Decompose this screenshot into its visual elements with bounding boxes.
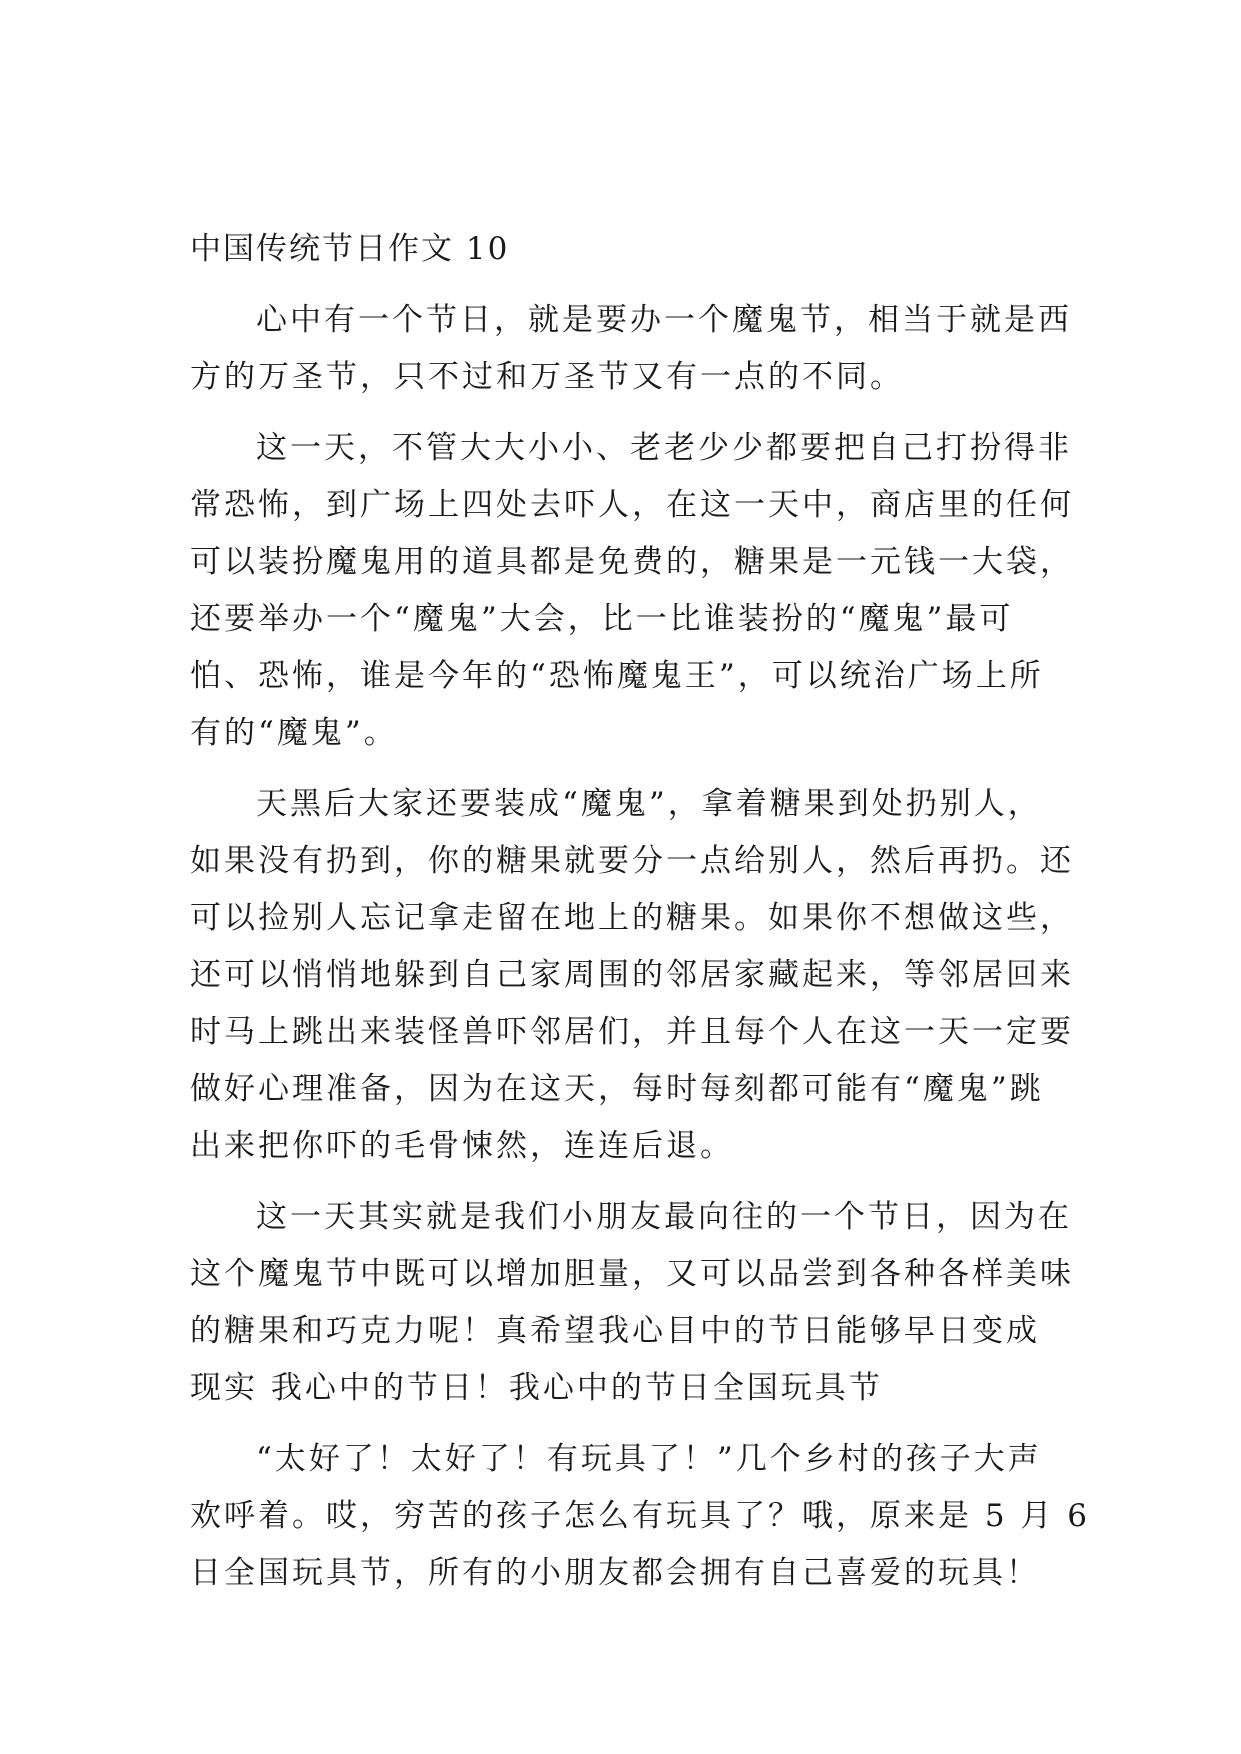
text-line: 出来把你吓的毛骨悚然，连连后退。	[190, 1128, 734, 1164]
text-line: 日全国玩具节，所有的小朋友都会拥有自己喜爱的玩具！	[190, 1555, 1040, 1591]
text-line: 心中有一个节日，就是要办一个魔鬼节，相当于就是西	[256, 302, 1072, 338]
paragraph-1	[190, 292, 1070, 406]
text-line: 常恐怖，到广场上四处去吓人，在这一天中，商店里的任何	[190, 487, 1074, 523]
text-line: 这一天其实就是我们小朋友最向往的一个节日，因为在	[256, 1199, 1072, 1235]
text-line: 欢呼着。哎，穷苦的孩子怎么有玩具了？哦，原来是 5 月 6	[190, 1498, 1091, 1534]
text-line: 可以装扮魔鬼用的道具都是免费的，糖果是一元钱一大袋，	[190, 544, 1074, 580]
text-line: 天黑后大家还要装成“魔鬼”，拿着糖果到处扔别人，	[256, 786, 1042, 822]
text-line: 做好心理准备，因为在这天，每时每刻都可能有“魔鬼”跳	[190, 1071, 1044, 1107]
text-line: “太好了！太好了！有玩具了！”几个乡村的孩子大声	[256, 1441, 1042, 1477]
text-line: 这个魔鬼节中既可以增加胆量，又可以品尝到各种各样美味	[190, 1256, 1074, 1292]
text-line: 如果没有扔到，你的糖果就要分一点给别人，然后再扔。还	[190, 843, 1074, 879]
text-line: 还可以悄悄地躲到自己家周围的邻居家藏起来，等邻居回来	[190, 957, 1074, 993]
document-title: 中国传统节日作文 10	[190, 231, 510, 267]
text-line: 现实 我心中的节日！我心中的节日全国玩具节	[190, 1370, 883, 1406]
text-line: 时马上跳出来装怪兽吓邻居们，并且每个人在这一天一定要	[190, 1014, 1074, 1050]
text-line: 的糖果和巧克力呢！真希望我心目中的节日能够早日变成	[190, 1313, 1040, 1349]
text-line: 怕、恐怖，谁是今年的“恐怖魔鬼王”，可以统治广场上所	[190, 658, 1044, 694]
paragraph-3	[190, 776, 1074, 1175]
paragraph-2	[190, 420, 1074, 762]
text-line: 方的万圣节，只不过和万圣节又有一点的不同。	[190, 359, 904, 395]
text-line: 这一天，不管大大小小、老老少少都要把自己打扮得非	[256, 430, 1072, 466]
document-body	[190, 221, 1091, 1602]
text-line: 还要举办一个“魔鬼”大会，比一比谁装扮的“魔鬼”最可	[190, 601, 1014, 637]
paragraph-5	[190, 1431, 1091, 1602]
paragraph-4	[190, 1189, 1074, 1417]
text-line: 有的“魔鬼”。	[190, 715, 398, 751]
text-line: 可以捡别人忘记拿走留在地上的糖果。如果你不想做这些，	[190, 900, 1074, 936]
